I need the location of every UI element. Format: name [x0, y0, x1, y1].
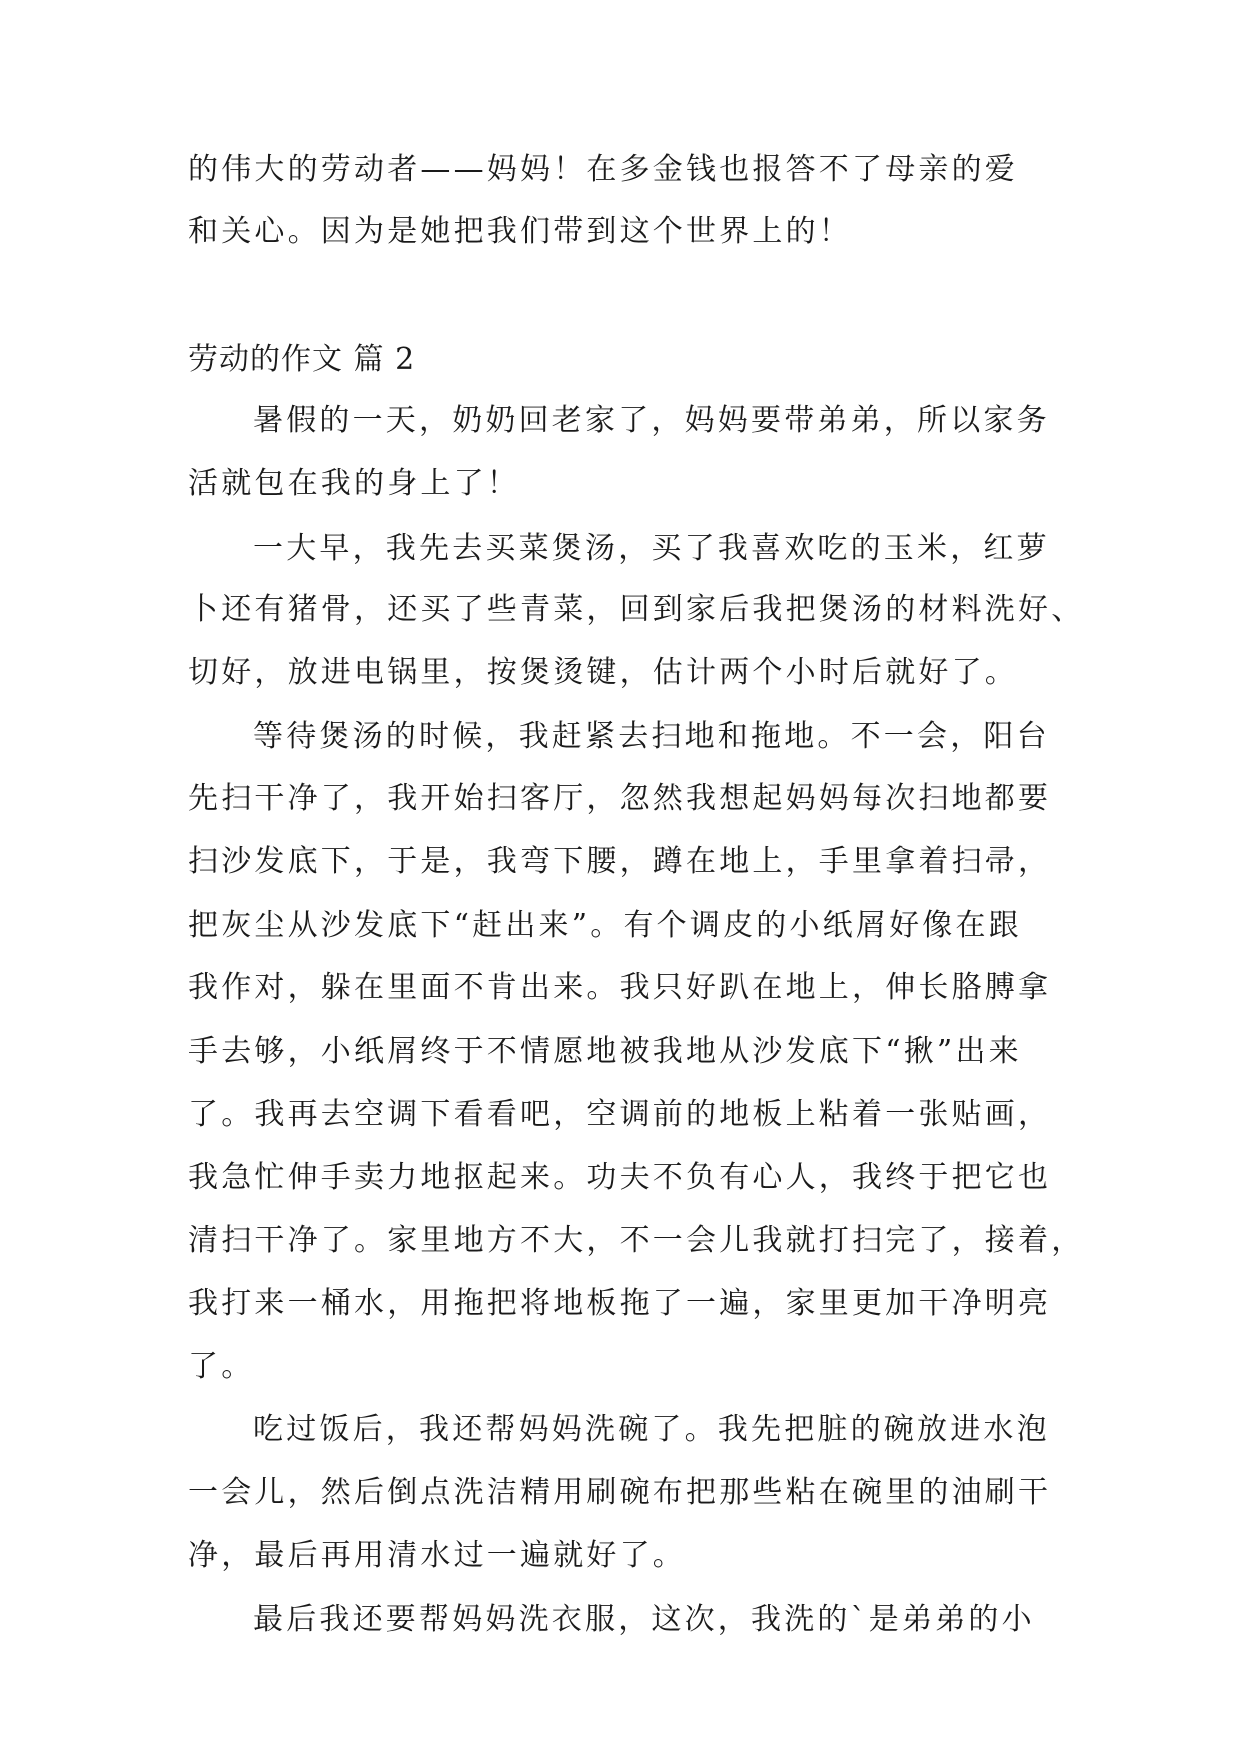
text-line: 切好，放进电锅里，按煲烫键，估计两个小时后就好了。 — [188, 655, 1018, 690]
text-line: 我作对，躲在里面不肯出来。我只好趴在地上，伸长胳膊拿 — [188, 970, 1052, 1005]
text-line: 扫沙发底下，于是，我弯下腰，蹲在地上，手里拿着扫帚， — [188, 844, 1052, 879]
text-line: 净，最后再用清水过一遍就好了。 — [188, 1538, 686, 1573]
text-line: 我急忙伸手卖力地抠起来。功夫不负有心人，我终于把它也 — [188, 1160, 1052, 1195]
text-line: 把灰尘从沙发底下“赶出来”。有个调皮的小纸屑好像在跟 — [188, 908, 1022, 943]
text-line: 先扫干净了，我开始扫客厅，忽然我想起妈妈每次扫地都要 — [188, 781, 1052, 816]
text-line: 最后我还要帮妈妈洗衣服，这次，我洗的`是弟弟的小 — [253, 1602, 1035, 1637]
text-line: 了。 — [188, 1349, 255, 1384]
text-line: 清扫干净了。家里地方不大，不一会儿我就打扫完了，接着， — [188, 1223, 1085, 1258]
text-line: 活就包在我的身上了！ — [188, 466, 520, 501]
text-line: 一大早，我先去买菜煲汤，买了我喜欢吃的玉米，红萝 — [253, 531, 1050, 566]
text-line: 卜还有猪骨，还买了些青菜，回到家后我把煲汤的材料洗好、 — [188, 592, 1085, 627]
text-line: 一会儿，然后倒点洗洁精用刷碗布把那些粘在碗里的油刷干 — [188, 1475, 1052, 1510]
text-line: 吃过饭后，我还帮妈妈洗碗了。我先把脏的碗放进水泡 — [253, 1412, 1050, 1447]
text-line: 我打来一桶水，用拖把将地板拖了一遍，家里更加干净明亮 — [188, 1286, 1052, 1321]
section-heading: 劳动的作文 篇 2 — [188, 342, 416, 377]
text-line: 和关心。因为是她把我们带到这个世界上的！ — [188, 214, 852, 249]
text-line: 暑假的一天，奶奶回老家了，妈妈要带弟弟，所以家务 — [253, 403, 1050, 438]
text-line: 手去够，小纸屑终于不情愿地被我地从沙发底下“揪”出来 — [188, 1034, 1022, 1069]
text-line: 等待煲汤的时候，我赶紧去扫地和拖地。不一会，阳台 — [253, 719, 1050, 754]
text-line: 了。我再去空调下看看吧，空调前的地板上粘着一张贴画， — [188, 1097, 1052, 1132]
text-line: 的伟大的劳动者——妈妈！在多金钱也报答不了母亲的爱 — [188, 152, 1018, 187]
